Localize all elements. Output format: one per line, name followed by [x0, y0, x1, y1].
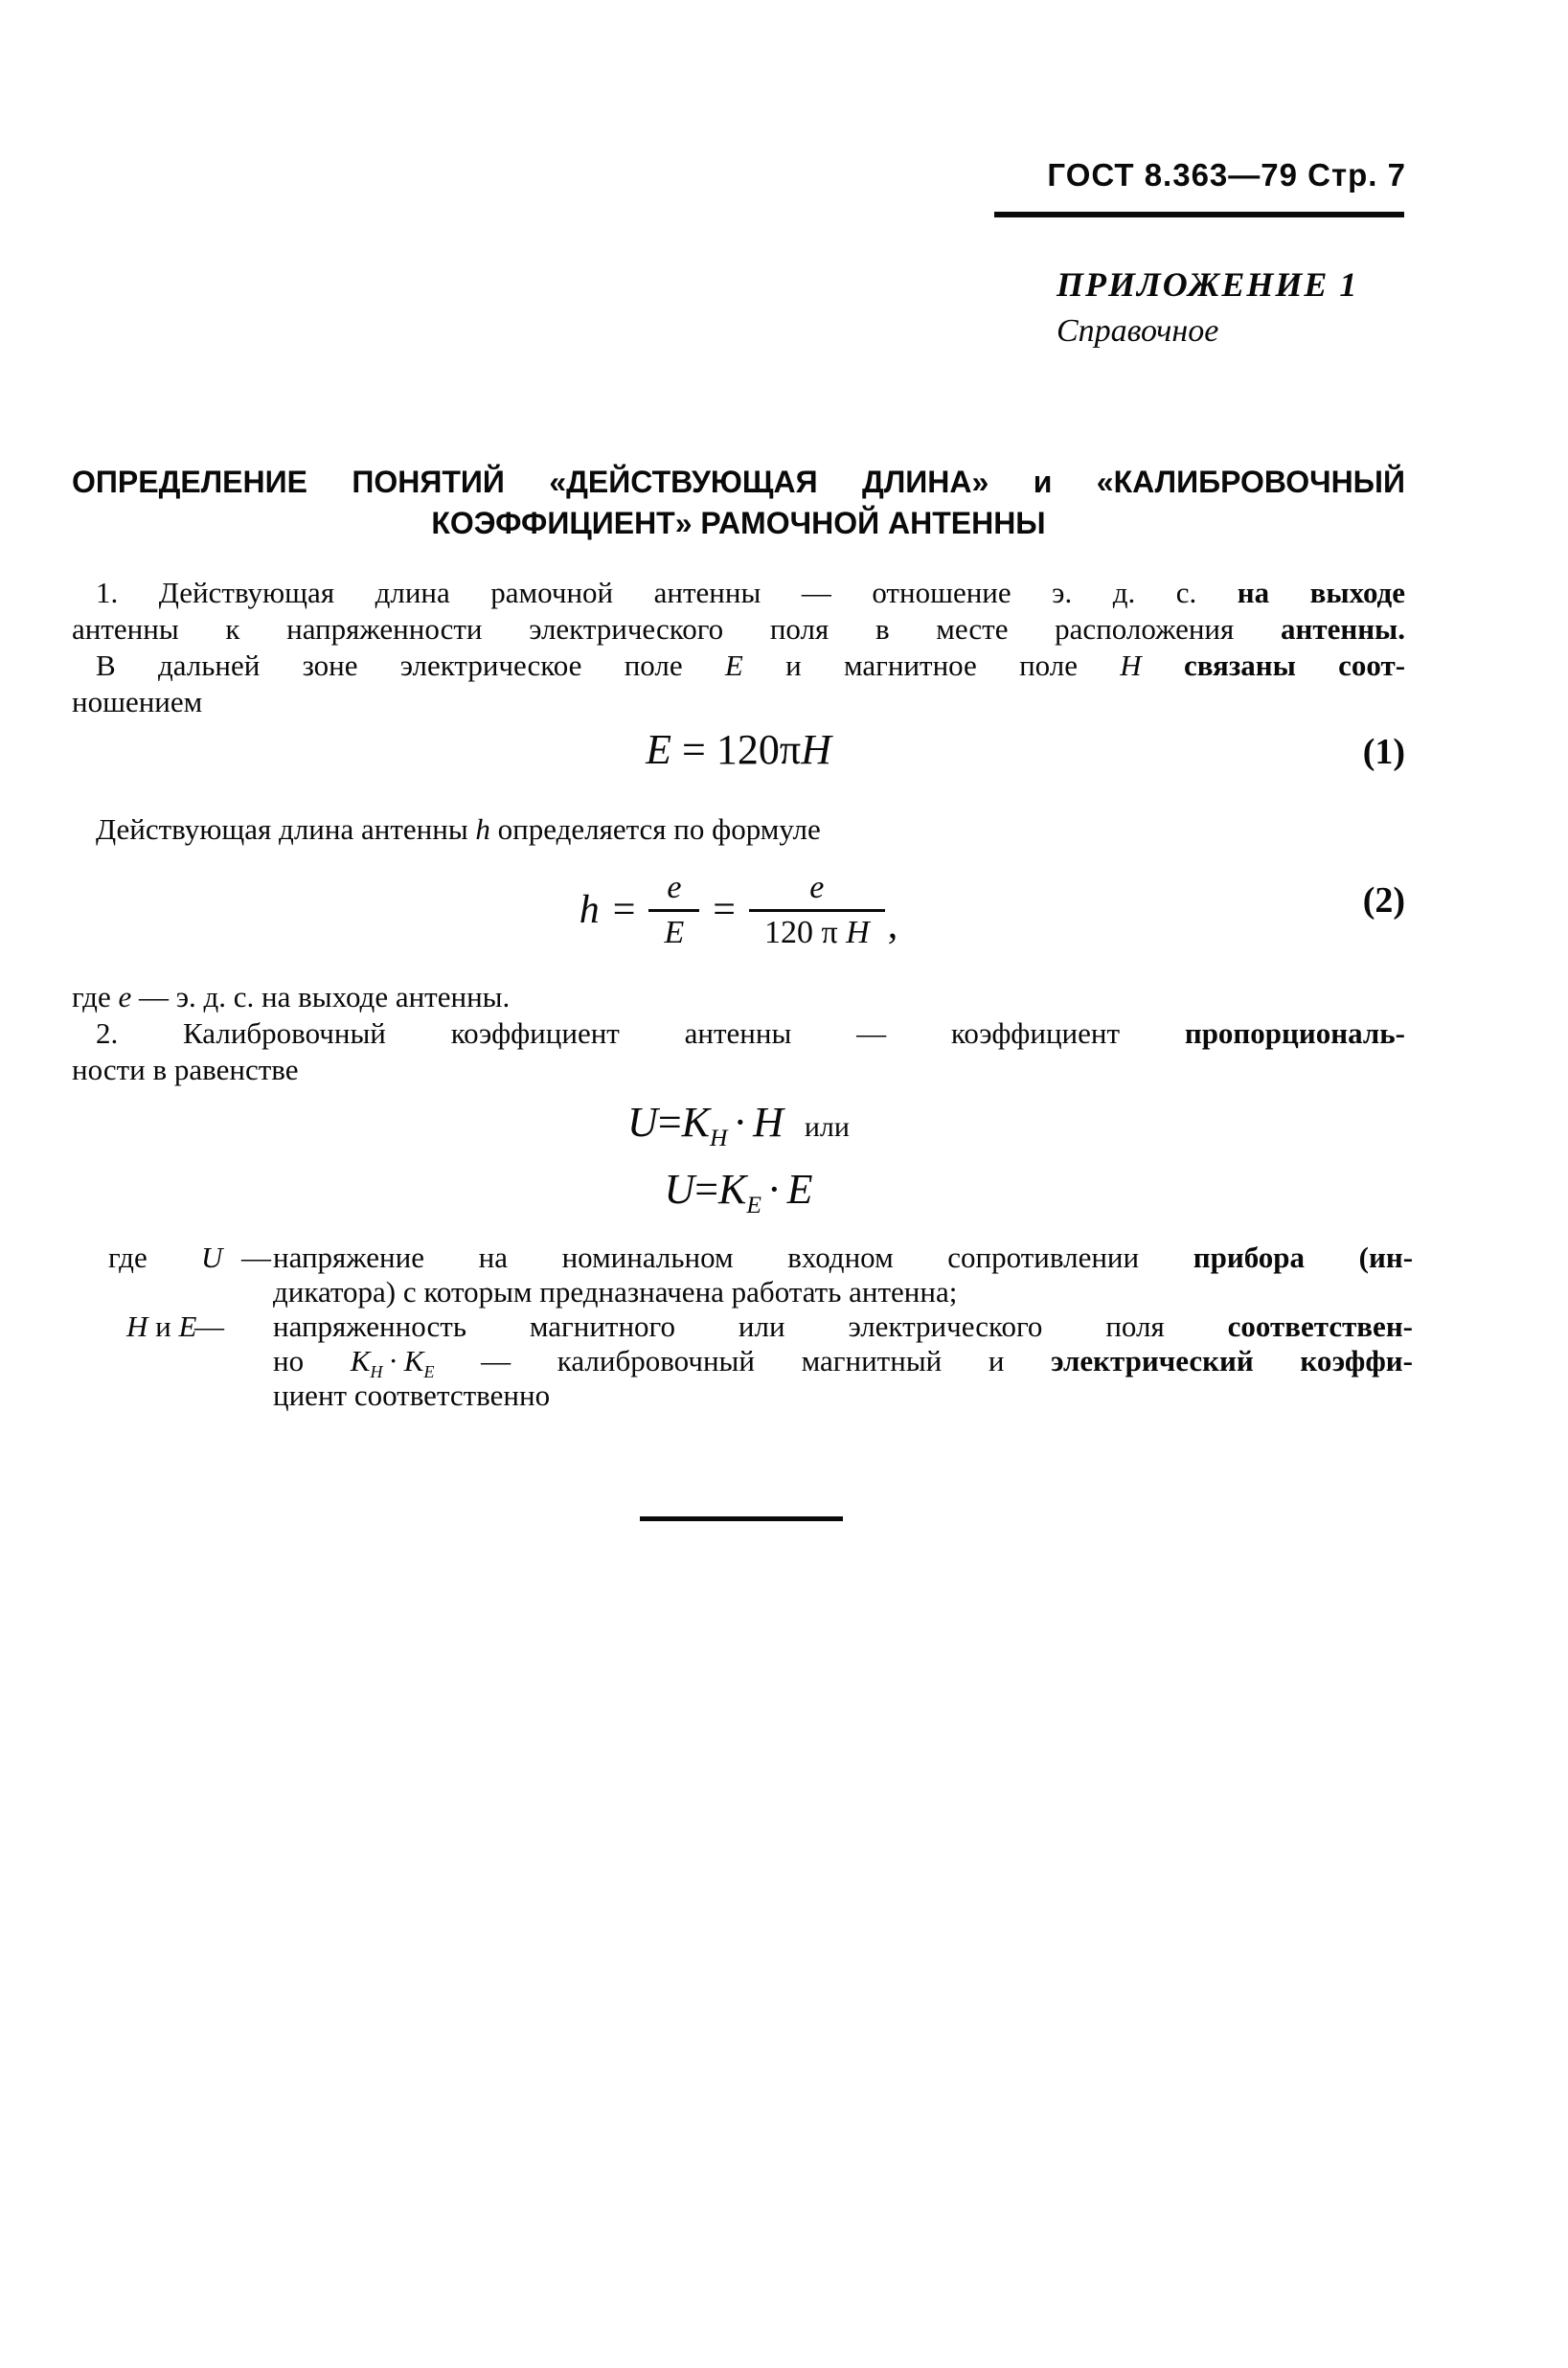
text-line: В дальней зоне электрическое поле E и магнитное поле H связаны соот-: [96, 649, 1406, 682]
text-line: напряжение на номинальном входном сопротивлении прибора (ин-: [273, 1241, 1414, 1274]
text-line: 2. Калибровочный коэффициент антенны — коэффициент пропорциональ-: [96, 1016, 1405, 1050]
definition-row-h-e: H и E — напряженность магнитного или электрического поля соответствен- но $K_H \cdot K_E$ — калибровочный магнитный и электрический коэффи- циент соответственно: [126, 1309, 1413, 1412]
fraction-e-over-120piH: $\frac{e}{\text{120 π H}}$: [749, 869, 885, 952]
text-line: 1. Действующая длина рамочной антенны — отношение э. д. с. на выходе: [96, 576, 1405, 609]
paragraph-formula-intro: Действующая длина антенны h определяется по формуле: [96, 812, 821, 846]
fraction-e-over-E: $\frac{e}{E}$: [648, 869, 699, 952]
text-line: ности в равенстве: [72, 1053, 299, 1086]
definition-row-u: где U — напряжение на номинальном входном сопротивлении прибора (ин- дикатора) с которым предназначена работать антенна;: [108, 1241, 1414, 1309]
equation-U-KH-H: $U=K_H \cdot H$ или: [627, 1099, 850, 1151]
standard-reference-header: ГОСТ 8.363—79 Стр. 7: [1047, 157, 1406, 193]
text-line: напряженность магнитного или электрического поля соответствен-: [273, 1309, 1413, 1343]
paragraph-definition-length: [72, 575, 1405, 720]
document-title: [72, 462, 1405, 544]
appendix-label: ПРИЛОЖЕНИЕ 1: [1057, 265, 1359, 304]
text-line: дикатора) с которым предназначена работать антенна;: [273, 1275, 958, 1309]
document-title-line2: КОЭФФИЦИЕНТ» РАМОЧНОЙ АНТЕННЫ: [431, 506, 1046, 540]
definition-list: [72, 1241, 1413, 1413]
paragraph-where-e: где e — э. д. с. на выходе антенны.: [72, 980, 511, 1013]
text-line: циент соответственно: [273, 1378, 551, 1412]
document-title-line1: ОПРЕДЕЛЕНИЕ ПОНЯТИЙ «ДЕЙСТВУЮЩАЯ ДЛИНА» и «КАЛИБРОВОЧНЫЙ: [72, 465, 1405, 499]
appendix-subtitle: Справочное: [1057, 313, 1219, 349]
equation-U-KE-E: $U=K_E \cdot E$: [664, 1166, 813, 1218]
equation-2: h = $\frac{e}{E}$ = $\frac{e}{\text{120 π H}}$ , (2): [579, 869, 1405, 950]
equation-1: E = 120πH (1): [72, 726, 1405, 774]
paragraph-calibration-coefficient: [72, 1015, 1405, 1088]
text-line: но $K_H \cdot K_E$ — калибровочный магнитный и электрический коэффи-: [273, 1344, 1413, 1382]
text-line: антенны к напряженности электрического поля в месте расположения антенны.: [72, 612, 1406, 646]
equation-number-1: (1): [1362, 732, 1405, 772]
header-rule: [994, 212, 1404, 217]
text-line: ношением: [72, 685, 203, 718]
footer-rule: [640, 1516, 843, 1521]
equation-number-2: (2): [1362, 880, 1405, 921]
